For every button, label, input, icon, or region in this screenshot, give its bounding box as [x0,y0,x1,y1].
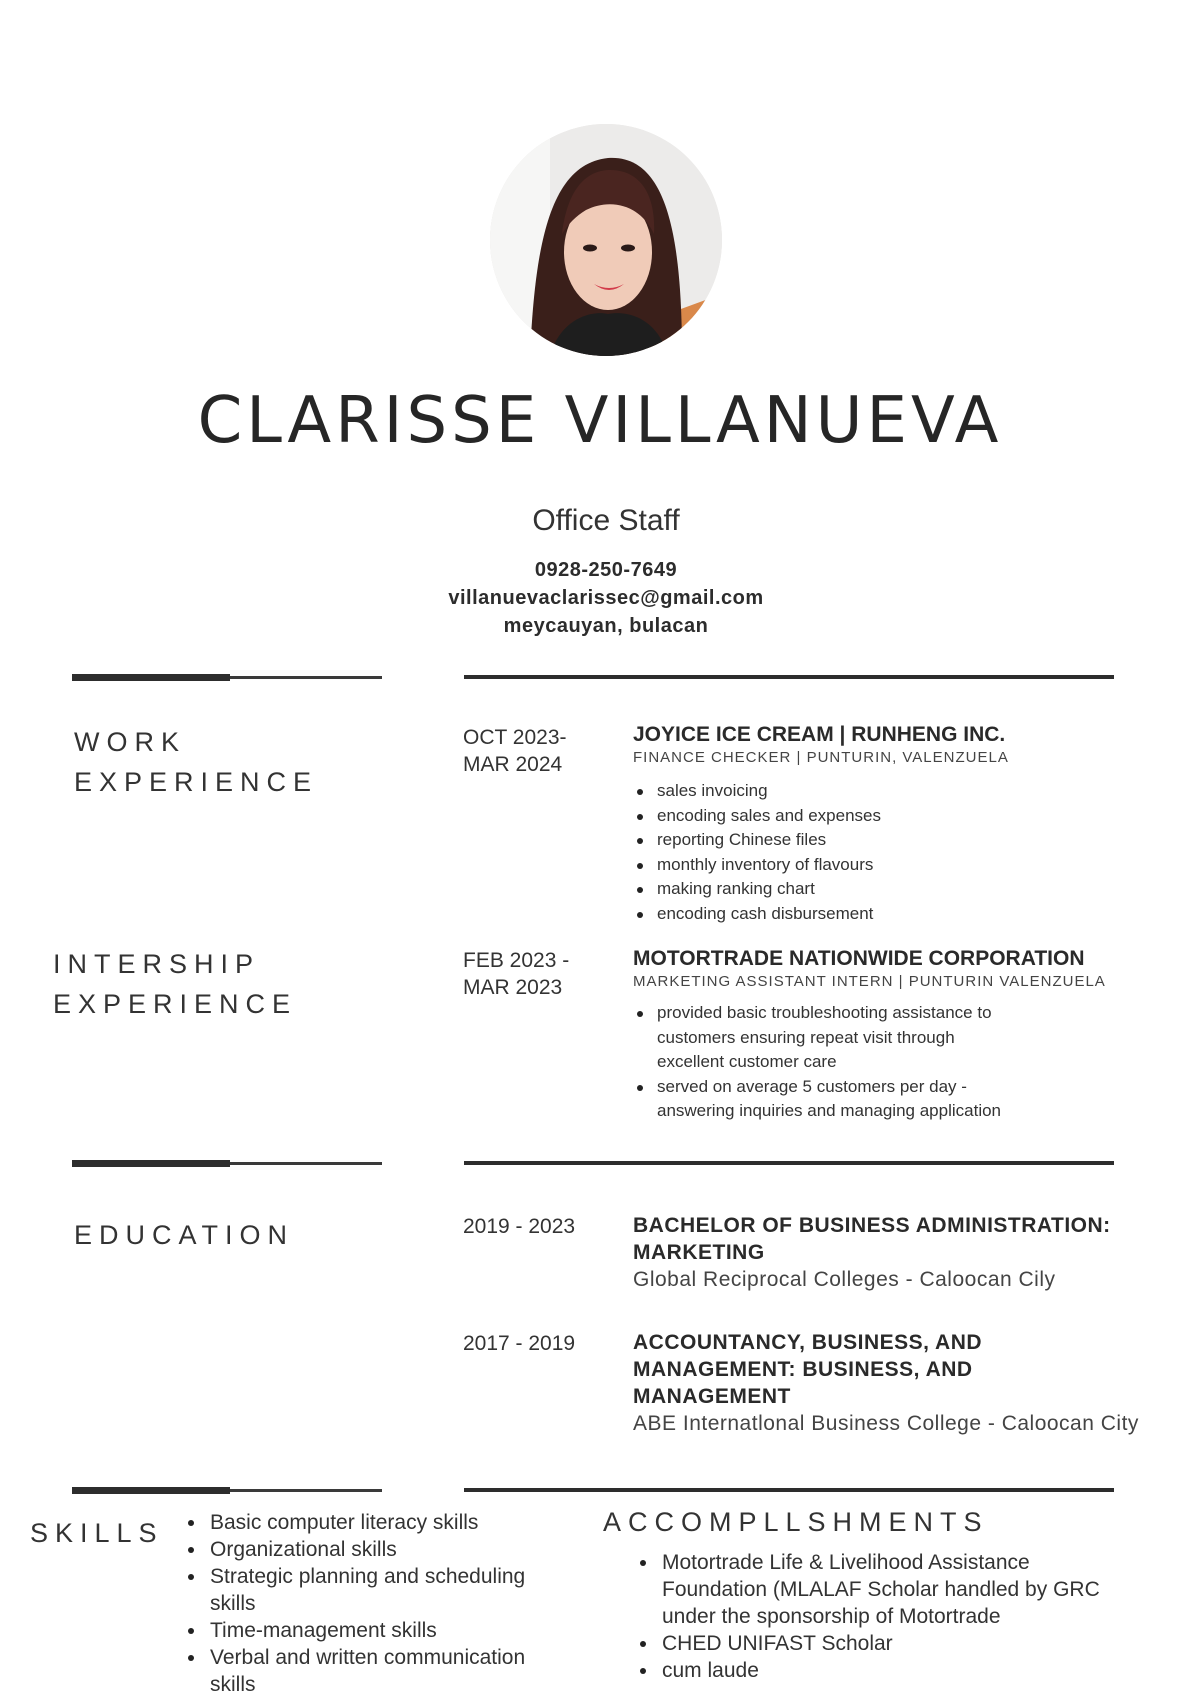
list-item: Time-management skills [180,1617,570,1644]
education-entry: ACCOUNTANCY, BUSINESS, AND MANAGEMENT: BUSINESS, AND MANAGEMENT ABE Internatlonal Business College - Caloocan City [633,1329,1193,1437]
skills-heading: SKILLS [30,1518,164,1548]
internship-company: MOTORTRADE NATIONWIDE CORPORATION [633,947,1085,970]
skills-list [180,1509,570,1698]
work-date: OCT 2023- MAR 2024 [463,726,567,776]
internship-duties-list [633,1001,1153,1124]
work-entry [633,723,1133,926]
list-item: Verbal and written communication skills [180,1644,570,1698]
accomplishments-heading: ACCOMPLLSHMENTS [603,1507,989,1537]
candidate-name: CLARISSE VILLANUEVA [197,384,1003,458]
internship-date: FEB 2023 - MAR 2023 [463,949,570,999]
portrait-illustration [490,124,722,356]
list-item: served on average 5 customers per day - answering inquiries and managing application [633,1075,1153,1124]
section-divider-left [72,1162,382,1165]
contact-phone: 0928-250-7649 [534,559,678,581]
work-experience-heading: WORK EXPERIENCE [74,727,319,797]
section-divider-right [464,675,1114,679]
list-item: cum laude [632,1657,1192,1684]
education-school: Global Reciprocal Colleges - Caloocan Cily [633,1268,1056,1291]
contact-location: meycauyan, bulacan [503,615,709,637]
education-entry: BACHELOR OF BUSINESS ADMINISTRATION: MARKETING Global Reciprocal Colleges - Caloocan Cily [633,1212,1173,1293]
section-divider-right [464,1488,1114,1492]
education-years: 2019 - 2023 [463,1215,576,1238]
list-item: Organizational skills [180,1536,570,1563]
work-position: FINANCE CHECKER | PUNTURIN, VALENZUELA [633,749,1009,766]
section-divider-right [464,1161,1114,1165]
list-item: monthly inventory of flavours [633,853,1133,878]
work-duties-list [633,779,1133,926]
profile-photo [490,124,722,356]
list-item: Motortrade Life & Livelihood Assistance Foundation (MLALAF Scholar handled by GRC under the sponsorship of Motortrade [632,1549,1192,1630]
list-item: encoding sales and expenses [633,804,1133,829]
internship-position: MARKETING ASSISTANT INTERN | PUNTURIN VALENZUELA [633,973,1106,990]
list-item: encoding cash disbursement [633,902,1133,927]
accomplishments-list [632,1549,1192,1684]
section-divider-left [72,1489,382,1492]
list-item: provided basic troubleshooting assistance to customers ensuring repeat visit through excellent customer care [633,1001,1153,1075]
list-item: CHED UNIFAST Scholar [632,1630,1192,1657]
list-item: Basic computer literacy skills [180,1509,570,1536]
education-years: 2017 - 2019 [463,1332,576,1355]
contact-email: villanuevaclarissec@gmail.com [448,587,764,609]
list-item: sales invoicing [633,779,1133,804]
section-divider-left [72,676,382,679]
internship-heading: INTERSHIP EXPERIENCE [53,949,298,1019]
education-school: ABE Internatlonal Business College - Caloocan City [633,1412,1139,1435]
job-role: Office Staff [532,504,680,537]
internship-entry [633,947,1153,1124]
list-item: reporting Chinese files [633,828,1133,853]
education-heading: EDUCATION [74,1220,295,1250]
list-item: Strategic planning and scheduling skills [180,1563,570,1617]
list-item: making ranking chart [633,877,1133,902]
work-company: JOYICE ICE CREAM | RUNHENG INC. [633,723,1006,746]
